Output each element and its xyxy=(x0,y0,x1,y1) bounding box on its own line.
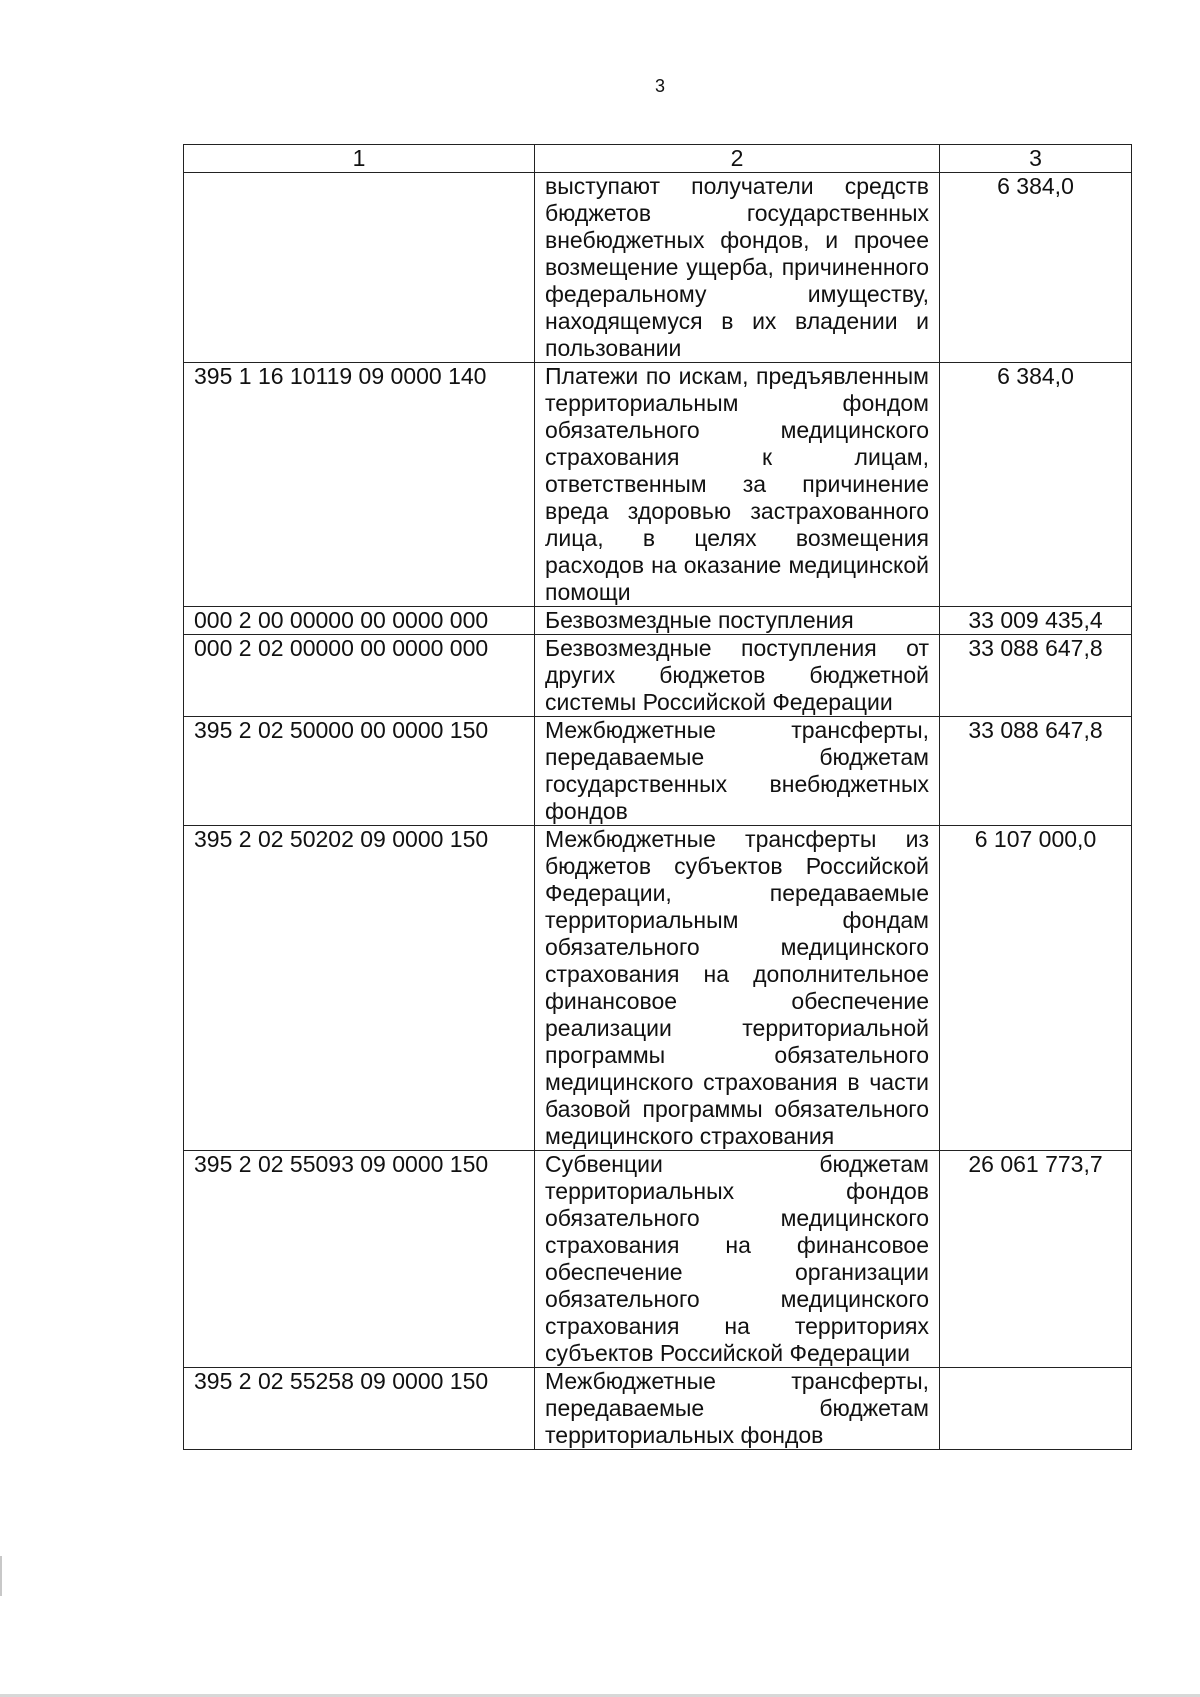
row-code: 395 2 02 50000 00 0000 150 xyxy=(184,717,535,826)
row-code: 395 2 02 50202 09 0000 150 xyxy=(184,826,535,1151)
row-name: Безвозмездные поступления xyxy=(535,607,940,635)
table-row xyxy=(184,363,1132,607)
row-code: 395 2 02 55093 09 0000 150 xyxy=(184,1151,535,1368)
row-code: 395 1 16 10119 09 0000 140 xyxy=(184,363,535,607)
row-amount: 6 384,0 xyxy=(940,363,1132,607)
page-number: 3 xyxy=(654,76,665,96)
row-name: Платежи по искам, предъявленным территориальным фондом обязательного медицинского страхования к лицам, ответственным за причинение вреда здоровью застрахованного лица, в целях возмещения расходов на оказание медицинской помощи xyxy=(535,363,940,607)
row-name: Безвозмездные поступления от других бюджетов бюджетной системы Российской Федерации xyxy=(535,635,940,717)
table-header-row xyxy=(184,145,1132,173)
row-code xyxy=(184,173,535,363)
row-amount: 33 088 647,8 xyxy=(940,635,1132,717)
column-header-name: 2 xyxy=(535,145,940,173)
table-row xyxy=(184,173,1132,363)
row-amount: 6 107 000,0 xyxy=(940,826,1132,1151)
column-header-code: 1 xyxy=(184,145,535,173)
row-name: Межбюджетные трансферты, передаваемые бюджетам государственных внебюджетных фондов xyxy=(535,717,940,826)
row-code: 000 2 00 00000 00 0000 000 xyxy=(184,607,535,635)
row-amount xyxy=(940,1368,1132,1450)
row-amount: 26 061 773,7 xyxy=(940,1151,1132,1368)
table-row xyxy=(184,635,1132,717)
table-row xyxy=(184,717,1132,826)
column-header-amount: 3 xyxy=(940,145,1132,173)
row-name: Субвенции бюджетам территориальных фондов обязательного медицинского страхования на финансовое обеспечение организации обязательного медицинского страхования на территориях субъектов Российской Федерации xyxy=(535,1151,940,1368)
budget-table xyxy=(183,144,1132,1450)
table-row xyxy=(184,826,1132,1151)
table-row xyxy=(184,1368,1132,1450)
row-code: 395 2 02 55258 09 0000 150 xyxy=(184,1368,535,1450)
row-amount: 33 088 647,8 xyxy=(940,717,1132,826)
row-name: выступают получатели средств бюджетов государственных внебюджетных фондов, и прочее возмещение ущерба, причиненного федеральному имуществу, находящемуся в их владении и пользовании xyxy=(535,173,940,363)
row-amount: 33 009 435,4 xyxy=(940,607,1132,635)
row-name: Межбюджетные трансферты из бюджетов субъектов Российской Федерации, передаваемые территориальным фондам обязательного медицинского страхования на дополнительное финансовое обеспечение реализации территориальной программы обязательного медицинского страхования в части базовой программы обязательного медицинского страхования xyxy=(535,826,940,1151)
scan-edge-mark xyxy=(0,1556,2,1596)
table-row xyxy=(184,607,1132,635)
row-code: 000 2 02 00000 00 0000 000 xyxy=(184,635,535,717)
table-row xyxy=(184,1151,1132,1368)
row-amount: 6 384,0 xyxy=(940,173,1132,363)
row-name: Межбюджетные трансферты, передаваемые бюджетам территориальных фондов xyxy=(535,1368,940,1450)
